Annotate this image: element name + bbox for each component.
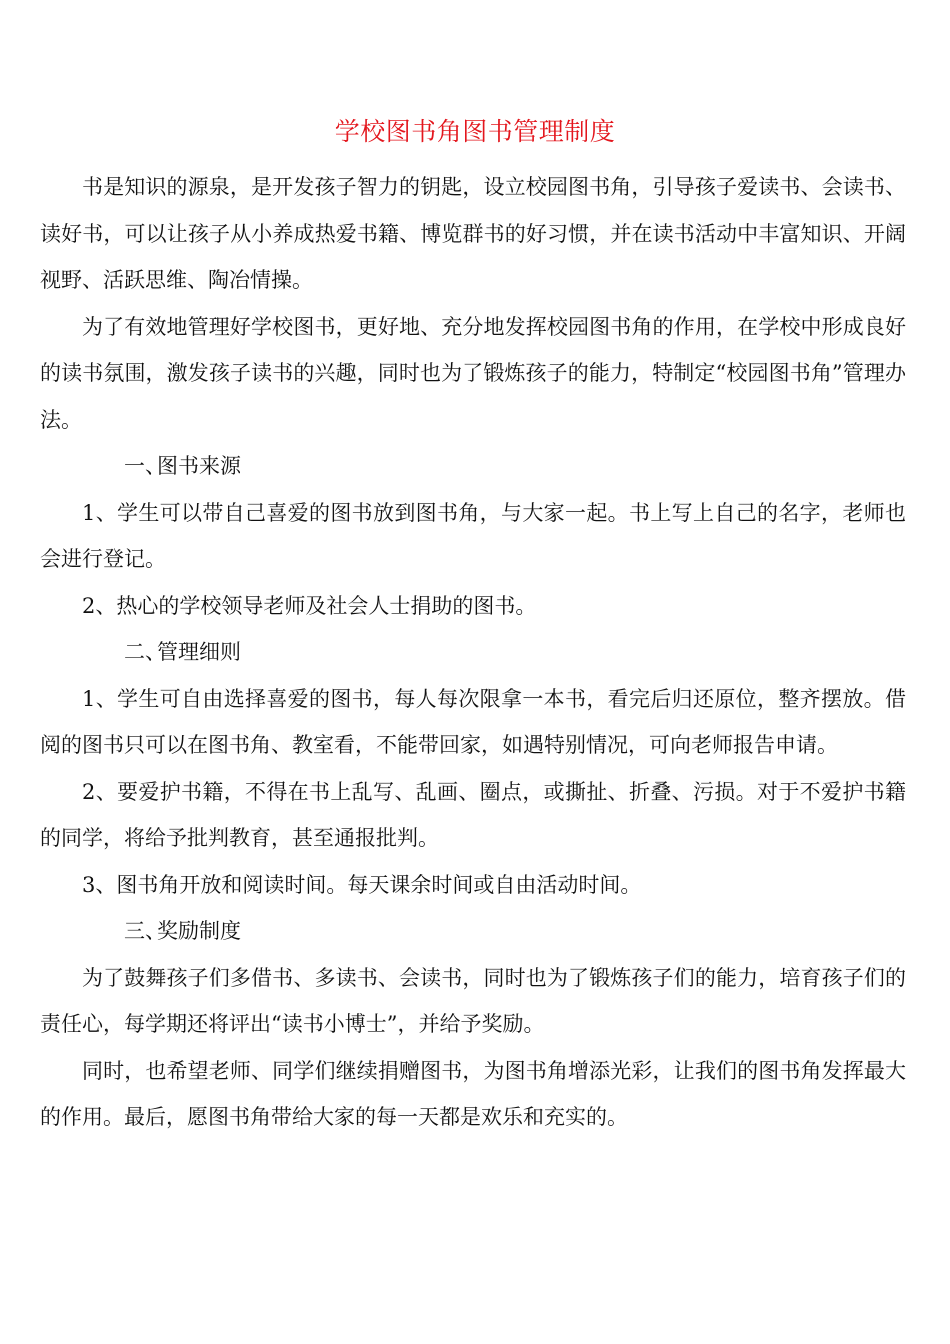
intro-paragraph-2: 为了有效地管理好学校图书，更好地、充分地发挥校园图书角的作用，在学校中形成良好的读书氛围，激发孩子读书的兴趣，同时也为了锻炼孩子的能力，特制定“校园图书角”管理办法。 <box>40 314 906 432</box>
section-1-item-1: 1、学生可以带自己喜爱的图书放到图书角，与大家一起。书上写上自己的名字，老师也会进行登记。 <box>40 500 906 571</box>
document-title: 学校图书角图书管理制度 <box>334 117 616 146</box>
section-1-heading <box>40 443 906 490</box>
section-1-number: 一、 <box>124 454 166 478</box>
section-3-title: 奖励制度 <box>157 919 241 943</box>
section-1-title: 图书来源 <box>157 454 241 478</box>
section-2-item-1: 1、学生可自由选择喜爱的图书，每人每次限拿一本书，看完后归还原位，整齐摆放。借阅的图书只可以在图书角、教室看，不能带回家，如遇特别情况，可向老师报告申请。 <box>40 686 906 757</box>
section-1-item-2: 2、热心的学校领导老师及社会人士捐助的图书。 <box>82 593 537 618</box>
section-2-item-3: 3、图书角开放和阅读时间。每天课余时间或自由活动时间。 <box>82 872 642 897</box>
section-3-number: 三、 <box>124 919 166 943</box>
intro-paragraph-1: 书是知识的源泉，是开发孩子智力的钥匙，设立校园图书角，引导孩子爱读书、会读书、读好书，可以让孩子从小养成热爱书籍、博览群书的好习惯，并在读书活动中丰富知识、开阔视野、活跃思维、陶冶情操。 <box>40 175 906 292</box>
section-3-heading <box>40 908 906 955</box>
section-2-number: 二、 <box>124 640 166 664</box>
section-3-paragraph-2: 同时，也希望老师、同学们继续捐赠图书，为图书角增添光彩，让我们的图书角发挥最大的作用。最后，愿图书角带给大家的每一天都是欢乐和充实的。 <box>40 1058 906 1129</box>
section-2-heading <box>40 629 906 676</box>
section-3-paragraph-1: 为了鼓舞孩子们多借书、多读书、会读书，同时也为了锻炼孩子们的能力，培育孩子们的责任心，每学期还将评出“读书小博士”，并给予奖励。 <box>40 965 906 1036</box>
section-2-item-2: 2、要爱护书籍，不得在书上乱写、乱画、圈点，或撕扯、折叠、污损。对于不爱护书籍的同学，将给予批判教育，甚至通报批判。 <box>40 779 906 850</box>
document-body <box>40 164 906 1141</box>
section-2-title: 管理细则 <box>157 640 241 664</box>
